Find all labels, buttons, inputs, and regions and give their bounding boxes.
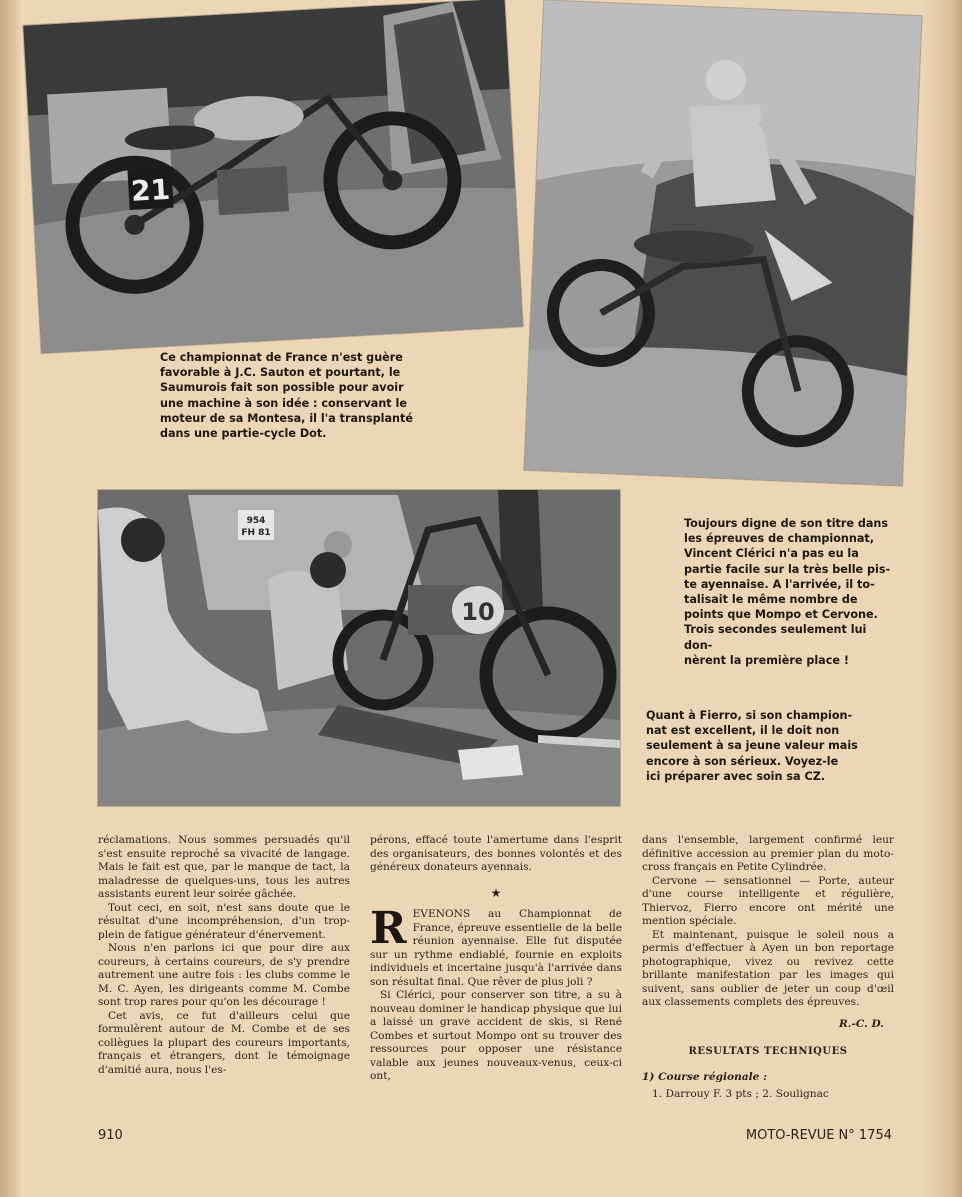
- column1-paragraph: Nous n'en parlons ici que pour dire aux coureurs, à certains coureurs, de s'y prendre autrement une autre fois : les clubs comme le M. C. Ayen, les dirigeants comme M. Combe sont trop rares pour qu'on les décourage !: [98, 942, 350, 1008]
- page-edge-left: [0, 0, 22, 1197]
- drop-cap: R: [370, 903, 407, 954]
- page-edge-right: [922, 0, 962, 1197]
- results-subheading: 1) Course régionale :: [642, 1070, 767, 1083]
- results-line: 1. Darrouy F. 3 pts ; 2. Soulignac: [652, 1088, 829, 1100]
- column1-paragraph: réclamations. Nous sommes persuadés qu'il s'est ensuite reproché sa vivacité de langage. Mais le fait est que, par le manque de tact, la maladresse de quelques-uns, tous les autres assistants eurent leur soirée gâchée.: [98, 834, 350, 900]
- page-number: 910: [98, 1128, 123, 1143]
- column2-paragraph: Si Clérici, pour conserver son titre, a su à nouveau dominer le handicap physique que lui a laissé un grave accident de skis, si René Combes et surtout Mompo ont su trouver des ressources pour opposer une résistance valable aux jeunes nouveaux-venus, ceux-ci ont,: [370, 989, 622, 1082]
- column1-paragraph: Tout ceci, en soit, n'est sans doute que le résultat d'une incompréhension, d'un trop-plein de fatigue générateur d'énervement.: [98, 901, 350, 941]
- article-column-2: [370, 834, 622, 1084]
- car-plate-line1: 954: [246, 516, 266, 526]
- photo-montesa-dot: [23, 0, 523, 353]
- results-heading: RESULTATS TECHNIQUES: [688, 1046, 848, 1057]
- photo-clerici-riding: [524, 0, 921, 485]
- author-signature: R.-C. D.: [838, 1017, 884, 1030]
- caption-fierro: Quant à Fierro, si son champion- nat est excellent, il le doit non seulement à sa jeune valeur mais encore à son sérieux. Voyez-le ici préparer avec soin sa CZ.: [646, 709, 858, 783]
- article-column-3: [642, 834, 894, 1102]
- section-separator-star: ★: [490, 885, 502, 900]
- column2-continuation: pérons, effacé toute l'amertume dans l'esprit des organisateurs, des bonnes volontés et des généreux donateurs ayennais.: [370, 834, 622, 873]
- article-column-1: [98, 834, 350, 1077]
- photo-clerici-riding-image: [524, 0, 921, 485]
- column2-lead-text: EVENONS au Championnat de France, épreuve essentielle de la belle réunion ayennaise. Elle fut disputée sur un rythme endiablé, fournie en exploits individuels et incertaine jusqu'à l'arrivée dans son résultat final. Que rêver de plus joli ?: [370, 908, 622, 988]
- bike-number-21: 21: [130, 172, 171, 208]
- photo-fierro-cz-image: [98, 490, 620, 806]
- caption-clerici: Toujours digne de son titre dans les épreuves de championnat, Vincent Clérici n'a pas eu la partie facile sur la très belle pis- te ayennaise. A l'arrivée, il to- talisait le même nombre de points que Mompo et Cervone. Trois secondes seulement lui don- nèrent la première place !: [684, 517, 891, 667]
- column3-paragraph: Et maintenant, puisque le soleil nous a permis d'effectuer à Ayen un bon reportage photographique, vivez ou revivez cette brillante manifestation par les images qui suivent, sans oublier de jeter un coup d'œil aux classements complets des épreuves.: [642, 928, 894, 1008]
- column3-paragraph: Cervone — sensationnel — Porte, auteur d'une course intelligente et régulière, Thiervoz, Fierro encore ont mérité une mention spéciale.: [642, 874, 894, 927]
- photo-montesa-dot-image: [23, 0, 523, 353]
- car-plate-line2: FH 81: [241, 528, 271, 538]
- column1-paragraph: Cet avis, ce fut d'ailleurs celui que formulèrent autour de M. Combe et de ses collègues la plupart des coureurs importants, français et étrangers, dont le témoignage d'amitié aura, nous l'es-: [98, 1009, 350, 1076]
- caption-sauton: Ce championnat de France n'est guère favorable à J.C. Sauton et pourtant, le Saumurois fait son possible pour avoir une machine à son idée : conservant le moteur de sa Montesa, il l'a transplanté dans une partie-cycle Dot.: [160, 351, 413, 441]
- photo-fierro-cz: [98, 490, 620, 806]
- bike-number-10: 10: [461, 598, 495, 626]
- column3-paragraph: dans l'ensemble, largement confirmé leur définitive accession au premier plan du moto-cross français en Petite Cylindrée.: [642, 834, 894, 873]
- column2-lead-paragraph: [370, 903, 622, 989]
- magazine-issue-footer: MOTO-REVUE N° 1754: [745, 1128, 892, 1143]
